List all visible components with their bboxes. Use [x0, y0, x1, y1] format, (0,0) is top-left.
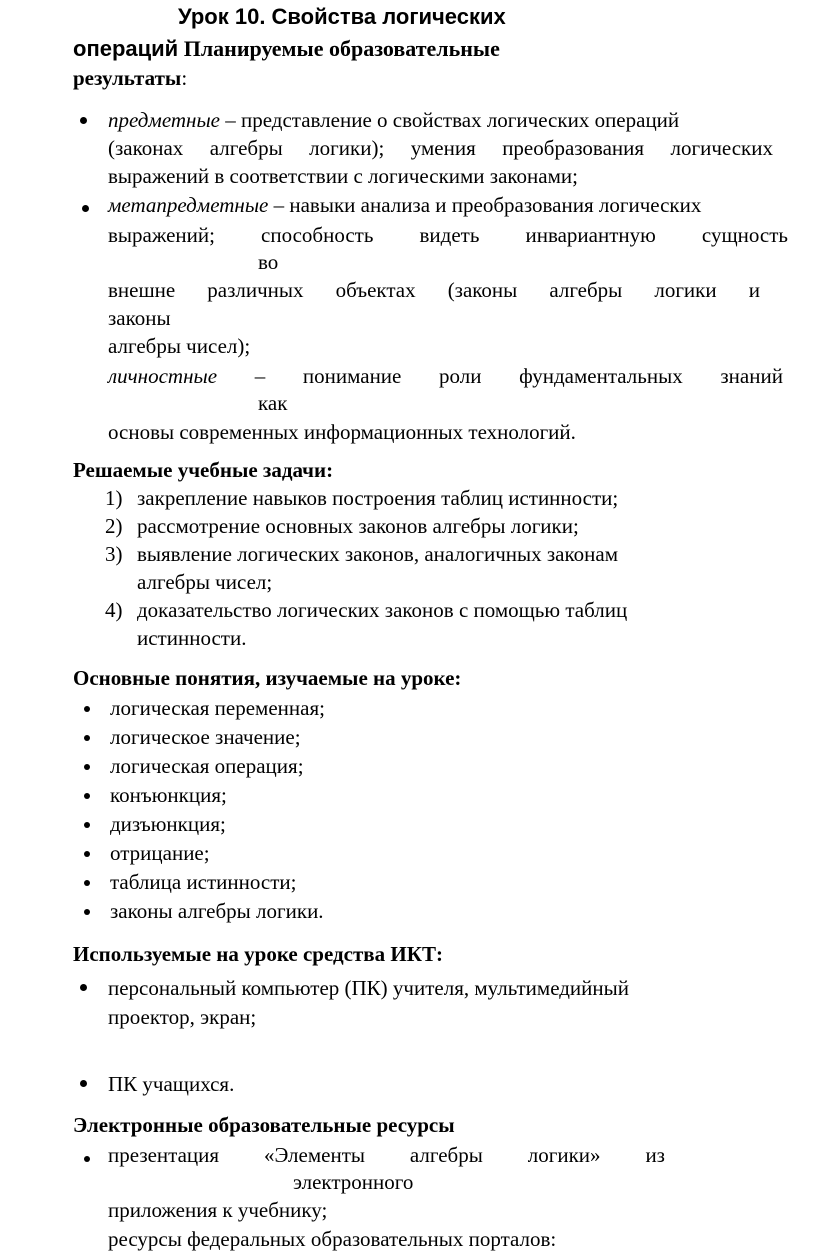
task-item: 4) доказательство логических законов с помощью таблиц — [105, 598, 628, 622]
bullet-icon — [84, 822, 90, 828]
ict-item: ПК учащихся. — [108, 1072, 235, 1096]
bullet-icon — [80, 984, 87, 991]
concept-item: таблица истинности; — [110, 870, 297, 894]
result-meta-line-6: алгебры чисел); — [108, 334, 251, 358]
ict-item: персональный компьютер (ПК) учителя, мультимедийный — [108, 976, 629, 1000]
section-heading-ict: Используемые на уроке средства ИКТ: — [73, 942, 443, 966]
section-heading-planned-results: Планируемые образовательные — [183, 36, 500, 61]
result-personal-line-2: как — [258, 391, 288, 415]
bullet-icon — [84, 706, 90, 712]
lesson-title: Урок 10. Свойства логических — [178, 4, 506, 29]
result-term: метапредметные — [108, 193, 269, 217]
concept-item: конъюнкция; — [110, 783, 227, 807]
task-number: 1) — [105, 486, 123, 510]
result-meta-line-1: метапредметные – навыки анализа и преобразования логических — [108, 193, 702, 217]
resource-item-line-4: ресурсы федеральных образовательных порталов: — [108, 1227, 557, 1251]
bullet-icon — [80, 1080, 87, 1087]
concept-item: законы алгебры логики. — [110, 899, 324, 923]
result-meta-line-5: законы — [108, 306, 171, 330]
result-term: личностные — [108, 364, 218, 388]
result-subject-line-1: предметные – представление о свойствах логических операций — [108, 108, 680, 132]
result-meta-line-4: внешне различных объектах (законы алгебры логики и — [108, 278, 760, 302]
result-personal-line-1: личностные – понимание роли фундаментальных знаний — [108, 364, 783, 388]
result-subject-line-3: выражений в соответствии с логическими законами; — [108, 164, 578, 188]
result-personal-line-3: основы современных информационных технологий. — [108, 420, 576, 444]
section-heading-concepts: Основные понятия, изучаемые на уроке: — [73, 666, 462, 690]
result-term: предметные — [108, 108, 220, 132]
result-meta-line-2: выражений; способность видеть инвариантную сущность — [108, 223, 788, 247]
bullet-icon — [84, 735, 90, 741]
bullet-icon — [80, 117, 87, 124]
concept-item: логическая переменная; — [110, 696, 325, 720]
resource-item-line-3: приложения к учебнику; — [108, 1198, 328, 1222]
task-number: 2) — [105, 514, 123, 538]
concept-item: логическое значение; — [110, 725, 301, 749]
results-word: результаты — [73, 66, 182, 90]
result-subject-line-2: (законах алгебры логики); умения преобразования логических — [108, 136, 773, 160]
task-item: 1) закрепление навыков построения таблиц истинности; — [105, 486, 619, 510]
bullet-icon — [84, 1156, 90, 1162]
bullet-icon — [84, 909, 90, 915]
concept-item: дизъюнкция; — [110, 812, 226, 836]
task-number: 4) — [105, 598, 123, 622]
title-line-3: результаты: — [73, 66, 188, 90]
task-item-continuation: истинности. — [137, 626, 247, 650]
bullet-icon — [82, 205, 89, 212]
resource-item-line-2: электронного — [293, 1170, 414, 1194]
section-heading-tasks: Решаемые учебные задачи: — [73, 458, 334, 482]
task-number: 3) — [105, 542, 123, 566]
bullet-icon — [84, 793, 90, 799]
concept-item: отрицание; — [110, 841, 210, 865]
task-item-continuation: алгебры чисел; — [137, 570, 273, 594]
resource-item-line-1: презентация «Элементы алгебры логики» из — [108, 1143, 665, 1167]
task-item: 2) рассмотрение основных законов алгебры логики; — [105, 514, 579, 538]
title-line-2 — [73, 36, 500, 62]
section-heading-resources: Электронные образовательные ресурсы — [73, 1113, 455, 1137]
bullet-icon — [84, 851, 90, 857]
result-meta-line-3: во — [258, 250, 279, 274]
bullet-icon — [84, 880, 90, 886]
concept-item: логическая операция; — [110, 754, 304, 778]
ict-item-continuation: проектор, экран; — [108, 1005, 257, 1029]
bullet-icon — [84, 764, 90, 770]
title-word-operations: операций — [73, 36, 179, 61]
task-item: 3) выявление логических законов, аналогичных законам — [105, 542, 618, 566]
